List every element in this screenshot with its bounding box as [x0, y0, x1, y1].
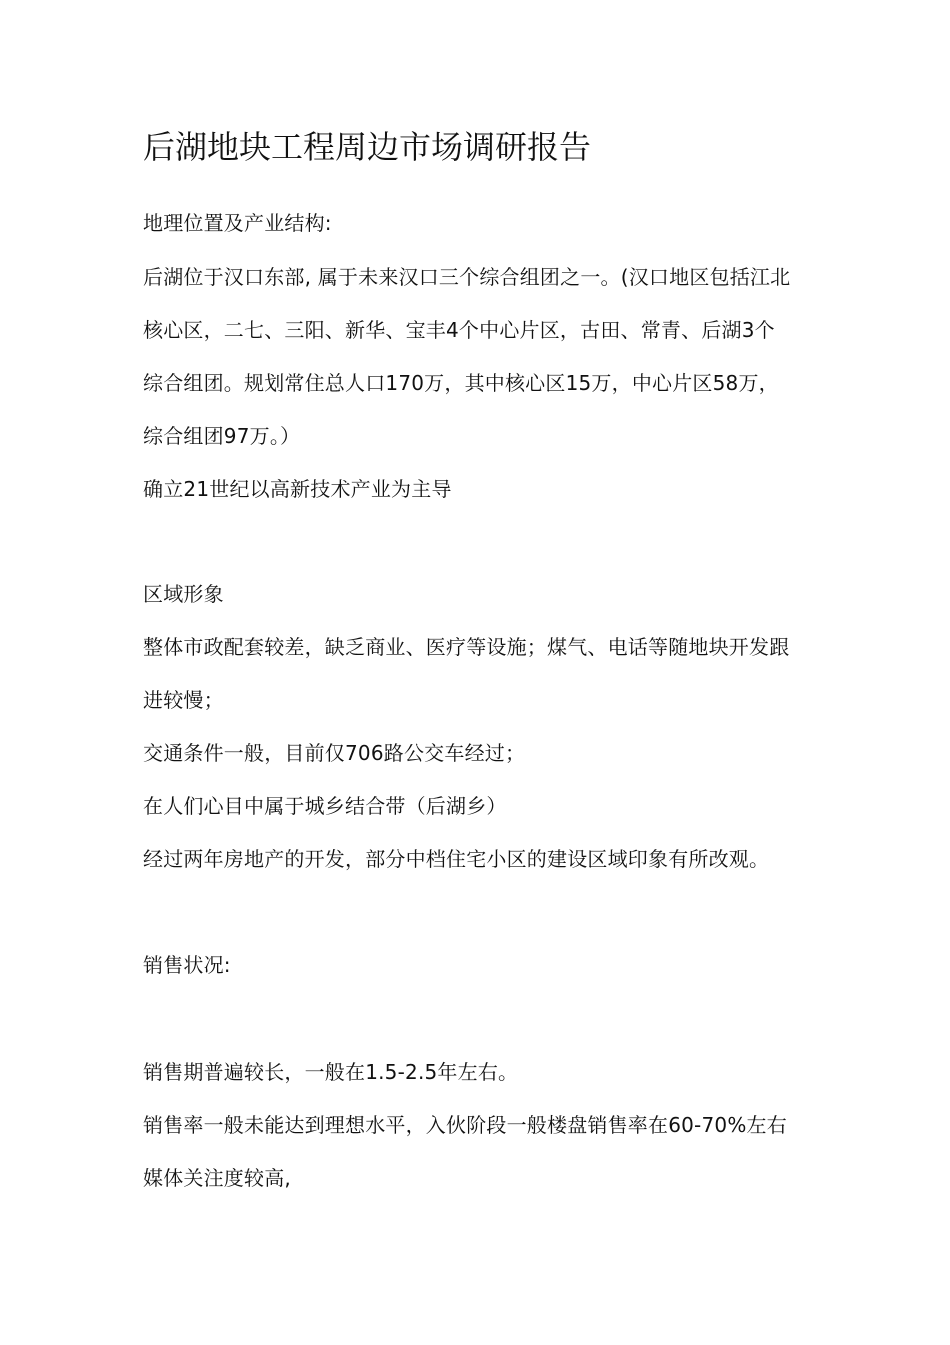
document-title: 后湖地块工程周边市场调研报告: [143, 128, 592, 166]
paragraph-line: 经过两年房地产的开发，部分中档住宅小区的建设区域印象有所改观。: [143, 847, 770, 871]
paragraph-line: 后湖位于汉口东部, 属于未来汉口三个综合组团之一。(汉口地区包括江北: [143, 265, 791, 289]
section-heading-location: 地理位置及产业结构:: [143, 211, 332, 235]
paragraph-line: 确立21世纪以高新技术产业为主导: [143, 477, 452, 501]
paragraph-line: 媒体关注度较高,: [143, 1166, 291, 1190]
paragraph-line: 在人们心目中属于城乡结合带（后湖乡）: [143, 794, 507, 818]
paragraph-line: 综合组团97万。）: [143, 424, 301, 448]
paragraph-line: 核心区，二七、三阳、新华、宝丰4个中心片区，古田、常青、后湖3个: [143, 318, 775, 342]
paragraph-line: 整体市政配套较差，缺乏商业、医疗等设施；煤气、电话等随地块开发跟: [143, 635, 790, 659]
section-heading-sales: 销售状况:: [143, 953, 231, 977]
paragraph-line: 综合组团。规划常住总人口170万，其中核心区15万，中心片区58万，: [143, 371, 779, 395]
paragraph-line: 进较慢；: [143, 688, 224, 712]
paragraph-line: 交通条件一般，目前仅706路公交车经过；: [143, 741, 526, 765]
paragraph-line: 销售率一般未能达到理想水平，入伙阶段一般楼盘销售率在60-70%左右: [143, 1113, 787, 1137]
paragraph-line: 销售期普遍较长，一般在1.5-2.5年左右。: [143, 1060, 519, 1084]
section-heading-image: 区域形象: [143, 582, 224, 606]
